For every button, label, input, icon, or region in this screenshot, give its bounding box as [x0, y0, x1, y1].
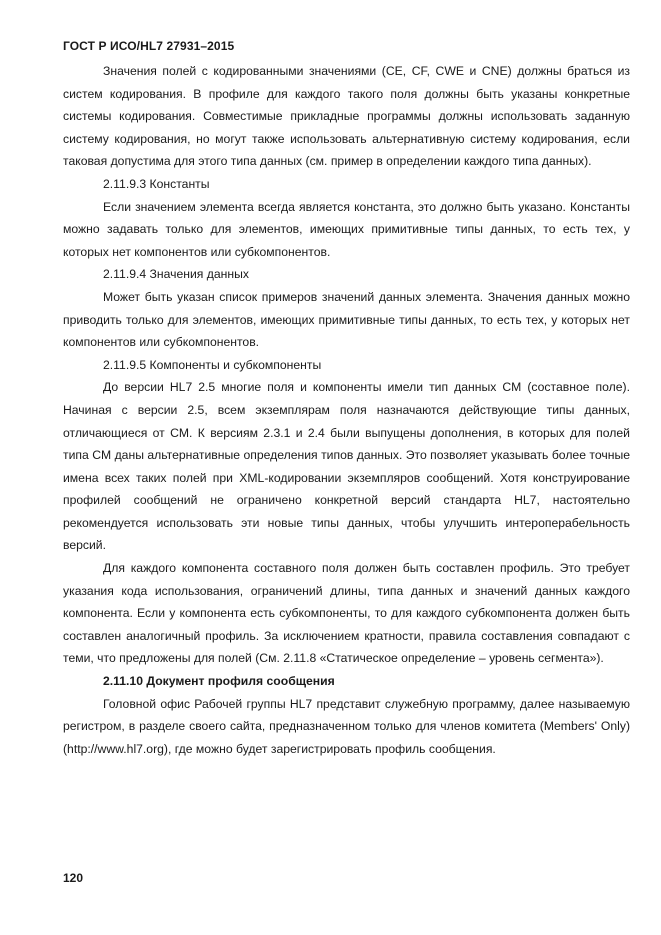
- paragraph-component-profiles: Для каждого компонента составного поля должен быть составлен профиль. Это требует указания кода использования, ограничений длины, типа данных и значений данных каждого компонента. Если у компонента есть субкомпоненты, то для каждого субкомпонента должен быть составлен аналогичный профиль. За исключением кратности, правила составления совпадают с теми, что предложены для полей (См. 2.11.8 «Статическое определение – уровень сегмента»).: [63, 561, 630, 666]
- page-number: 120: [63, 871, 84, 885]
- paragraph-data-values: Может быть указан список примеров значений данных элемента. Значения данных можно приводить только для элементов, имеющих примитивные типы данных, то есть тех, у которых нет компонентов или субкомпонентов.: [63, 289, 630, 350]
- subsection-heading-data-values: 2.11.9.4 Значения данных: [103, 267, 249, 282]
- section-heading-message-profile-document: 2.11.10 Документ профиля сообщения: [103, 674, 335, 689]
- subsection-heading-components: 2.11.9.5 Компоненты и субкомпоненты: [103, 357, 322, 372]
- subsection-heading-constants: 2.11.9.3 Константы: [103, 176, 210, 191]
- paragraph-constants: Если значением элемента всегда является константа, это должно быть указано. Константы можно задавать только для элементов, имеющих примитивные типы данных, то есть тех, у которых нет компонентов или субкомпонентов.: [63, 199, 630, 259]
- document-body: [63, 60, 630, 760]
- paragraph-registry: Головной офис Рабочей группы HL7 представит служебную программу, далее называемую регистром, в разделе своего сайта, предназначенном только для членов комитета (Members' Only) (http://www.hl7.org), где можно будет зарегистрировать профиль сообщения.: [63, 696, 630, 756]
- document-code-header: ГОСТ Р ИСО/HL7 27931–2015: [63, 39, 235, 53]
- paragraph-coded-values: Значения полей с кодированными значениями (CE, CF, CWE и CNE) должны браться из систем кодирования. В профиле для каждого такого поля должны быть указаны конкретные системы кодирования. Совместимые прикладные программы должны использовать заданную систему кодирования, но могут также использовать альтернативную систему кодирования, если таковая допустима для этого типа данных (см. пример в определении каждого типа данных).: [63, 64, 630, 169]
- paragraph-cm-datatype: До версии HL7 2.5 многие поля и компоненты имели тип данных CM (составное поле). Начиная с версии 2.5, всем экземплярам поля назначаются действующие типы данных, отличающиеся от CM. К версиям 2.3.1 и 2.4 были выпущены дополнения, в которых для полей типа CM даны альтернативные определения типов данных. Это позволяет указывать более точные имена всех таких полей при XML-кодировании экземпляров сообщений. Хотя конструирование профилей сообщений не ограничено конкретной версий стандарта HL7, настоятельно рекомендуется использовать эти новые типы данных, чтобы улучшить интероперабельность версий.: [63, 380, 630, 553]
